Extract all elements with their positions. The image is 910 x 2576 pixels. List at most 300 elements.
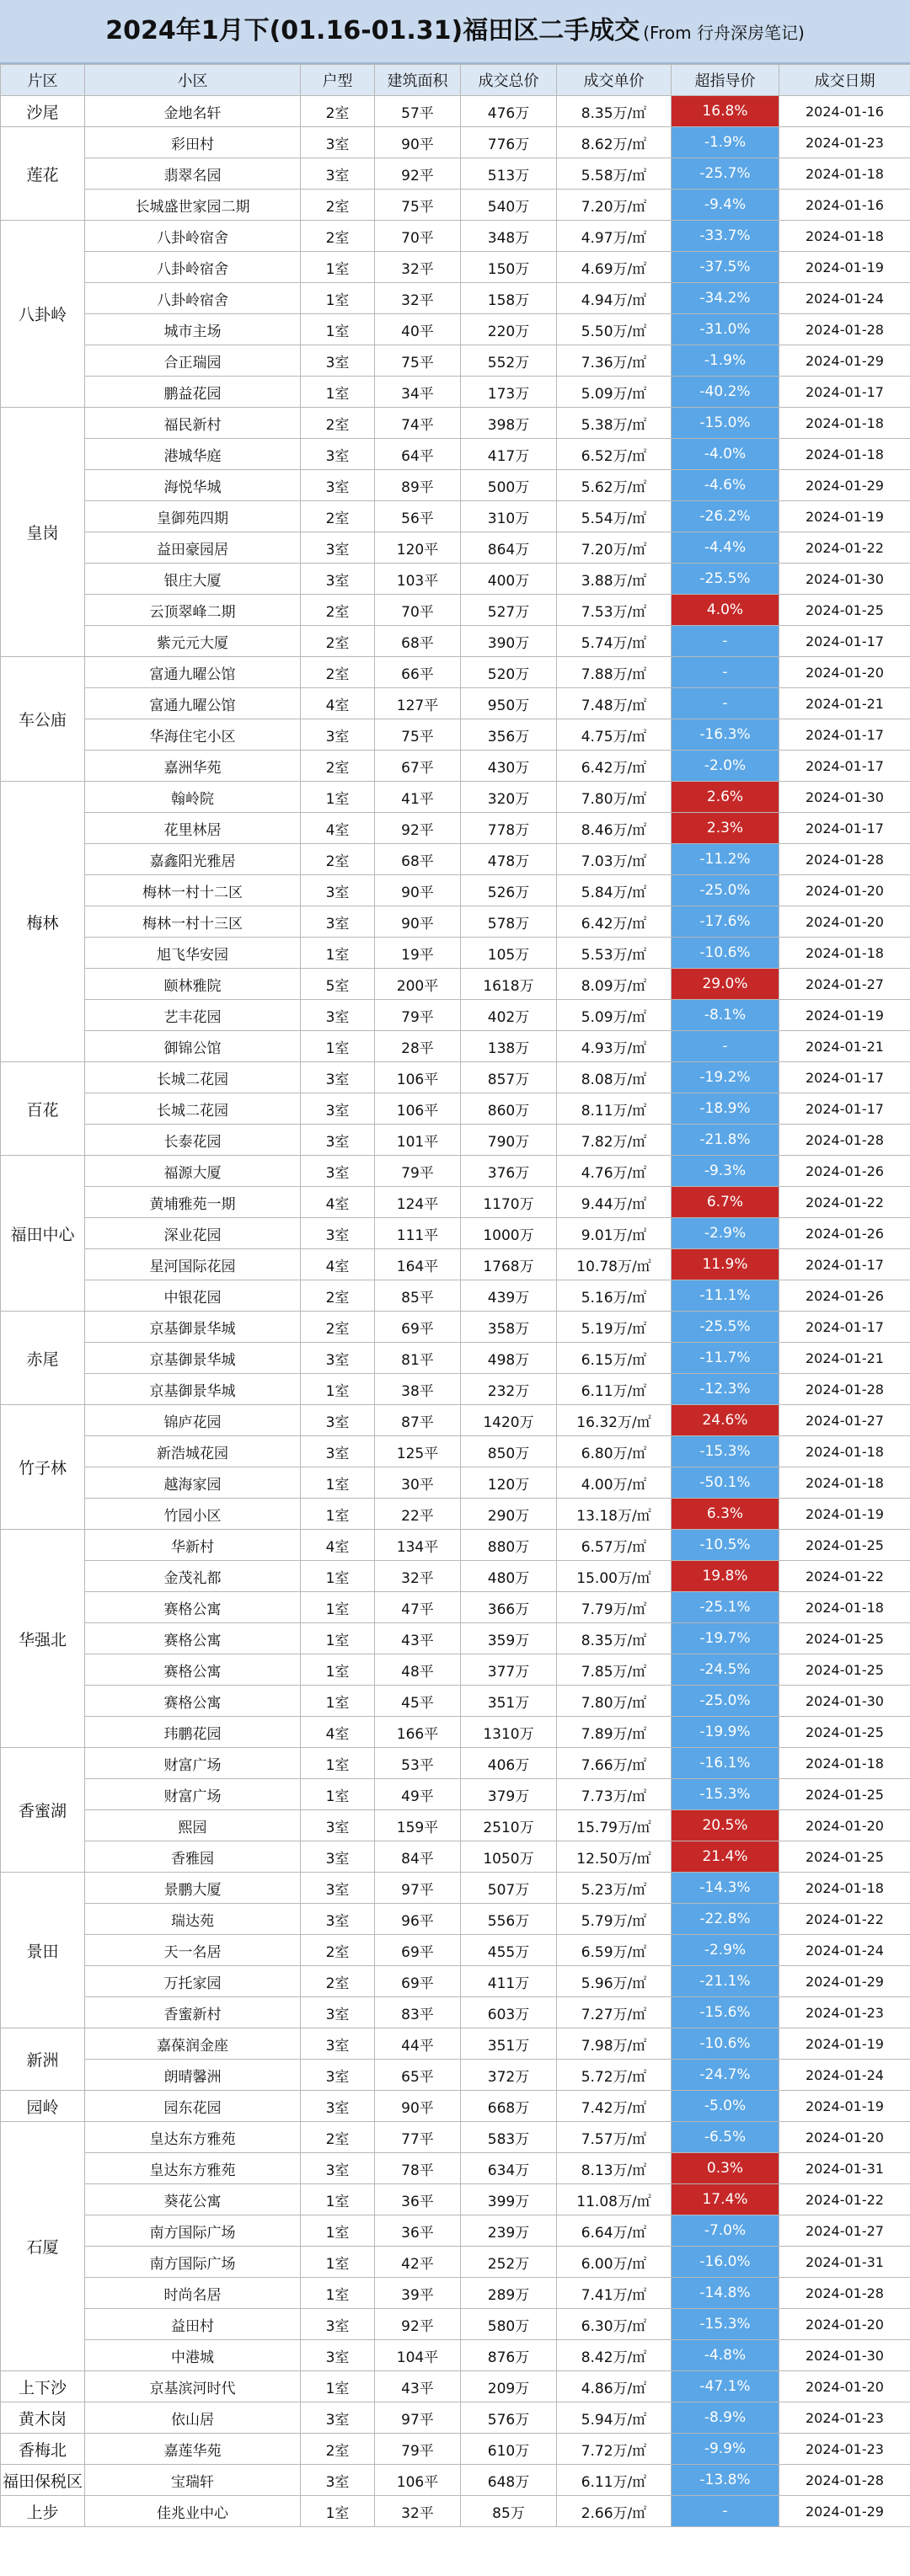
date-cell: 2024-01-20 bbox=[779, 2371, 910, 2402]
over-guide-cell: -14.3% bbox=[672, 1873, 779, 1904]
table-row bbox=[1, 1405, 910, 1436]
unit-price-cell: 7.88万/㎡ bbox=[557, 657, 672, 688]
community-cell: 星河国际花园 bbox=[85, 1249, 301, 1280]
layout-cell: 3室 bbox=[301, 1093, 375, 1125]
floor-area-cell: 67平 bbox=[375, 751, 461, 782]
date-cell: 2024-01-29 bbox=[779, 2496, 910, 2527]
layout-cell: 2室 bbox=[301, 2122, 375, 2153]
community-cell: 中港城 bbox=[85, 2340, 301, 2371]
date-cell: 2024-01-31 bbox=[779, 2247, 910, 2278]
floor-area-cell: 120平 bbox=[375, 532, 461, 564]
date-cell: 2024-01-27 bbox=[779, 2215, 910, 2247]
unit-price-cell: 7.72万/㎡ bbox=[557, 2434, 672, 2465]
total-price-cell: 377万 bbox=[461, 1654, 557, 1686]
floor-area-cell: 57平 bbox=[375, 96, 461, 127]
layout-cell: 3室 bbox=[301, 2465, 375, 2496]
community-cell: 皇达东方雅苑 bbox=[85, 2153, 301, 2184]
date-cell: 2024-01-25 bbox=[779, 1623, 910, 1654]
over-guide-cell: -33.7% bbox=[672, 221, 779, 252]
layout-cell: 1室 bbox=[301, 1561, 375, 1592]
community-cell: 彩田村 bbox=[85, 127, 301, 158]
floor-area-cell: 68平 bbox=[375, 844, 461, 875]
date-cell: 2024-01-22 bbox=[779, 1904, 910, 1935]
unit-price-cell: 7.73万/㎡ bbox=[557, 1779, 672, 1810]
over-guide-cell: -2.9% bbox=[672, 1935, 779, 1966]
community-cell: 香雅园 bbox=[85, 1841, 301, 1873]
community-cell: 旭飞华安园 bbox=[85, 938, 301, 969]
table-row bbox=[1, 532, 910, 564]
floor-area-cell: 48平 bbox=[375, 1654, 461, 1686]
floor-area-cell: 56平 bbox=[375, 501, 461, 532]
community-cell: 嘉莲华苑 bbox=[85, 2434, 301, 2465]
layout-cell: 2室 bbox=[301, 1935, 375, 1966]
unit-price-cell: 15.00万/㎡ bbox=[557, 1561, 672, 1592]
floor-area-cell: 166平 bbox=[375, 1717, 461, 1748]
table-row bbox=[1, 470, 910, 501]
date-cell: 2024-01-17 bbox=[779, 813, 910, 844]
community-cell: 长泰花园 bbox=[85, 1125, 301, 1156]
floor-area-cell: 28平 bbox=[375, 1031, 461, 1062]
unit-price-cell: 15.79万/㎡ bbox=[557, 1810, 672, 1841]
floor-area-cell: 32平 bbox=[375, 2496, 461, 2527]
area-cell: 景田 bbox=[1, 1873, 85, 2028]
total-price-cell: 402万 bbox=[461, 1000, 557, 1031]
over-guide-cell: 6.3% bbox=[672, 1499, 779, 1530]
table-row bbox=[1, 2184, 910, 2215]
over-guide-cell: -9.3% bbox=[672, 1156, 779, 1187]
total-price-cell: 480万 bbox=[461, 1561, 557, 1592]
layout-cell: 3室 bbox=[301, 1436, 375, 1467]
over-guide-cell: -13.8% bbox=[672, 2465, 779, 2496]
total-price-cell: 668万 bbox=[461, 2091, 557, 2122]
total-price-cell: 864万 bbox=[461, 532, 557, 564]
title-main: 2024年1月下(01.16-01.31)福田区二手成交 bbox=[105, 16, 640, 45]
table-row bbox=[1, 1218, 910, 1249]
table-row bbox=[1, 314, 910, 345]
over-guide-cell: -10.5% bbox=[672, 1530, 779, 1561]
over-guide-cell: -11.2% bbox=[672, 844, 779, 875]
unit-price-cell: 6.57万/㎡ bbox=[557, 1530, 672, 1561]
floor-area-cell: 106平 bbox=[375, 2465, 461, 2496]
date-cell: 2024-01-20 bbox=[779, 906, 910, 938]
table-body bbox=[1, 96, 910, 2527]
layout-cell: 2室 bbox=[301, 595, 375, 626]
table-row bbox=[1, 158, 910, 190]
date-cell: 2024-01-18 bbox=[779, 938, 910, 969]
total-price-cell: 252万 bbox=[461, 2247, 557, 2278]
floor-area-cell: 106平 bbox=[375, 1093, 461, 1125]
community-cell: 园东花园 bbox=[85, 2091, 301, 2122]
floor-area-cell: 87平 bbox=[375, 1405, 461, 1436]
table-row bbox=[1, 1499, 910, 1530]
total-price-cell: 232万 bbox=[461, 1374, 557, 1405]
over-guide-cell: -26.2% bbox=[672, 501, 779, 532]
layout-cell: 3室 bbox=[301, 1997, 375, 2028]
unit-price-cell: 4.97万/㎡ bbox=[557, 221, 672, 252]
floor-area-cell: 47平 bbox=[375, 1592, 461, 1623]
date-cell: 2024-01-25 bbox=[779, 1717, 910, 1748]
area-cell: 八卦岭 bbox=[1, 221, 85, 408]
community-cell: 嘉葆润金座 bbox=[85, 2028, 301, 2060]
table-row bbox=[1, 96, 910, 127]
total-price-cell: 1768万 bbox=[461, 1249, 557, 1280]
floor-area-cell: 92平 bbox=[375, 158, 461, 190]
area-cell: 莲花 bbox=[1, 127, 85, 221]
over-guide-cell: 17.4% bbox=[672, 2184, 779, 2215]
area-cell: 福田保税区 bbox=[1, 2465, 85, 2496]
community-cell: 时尚名居 bbox=[85, 2278, 301, 2309]
unit-price-cell: 8.11万/㎡ bbox=[557, 1093, 672, 1125]
total-price-cell: 2510万 bbox=[461, 1810, 557, 1841]
community-cell: 新浩城花园 bbox=[85, 1436, 301, 1467]
layout-cell: 2室 bbox=[301, 2434, 375, 2465]
layout-cell: 1室 bbox=[301, 2247, 375, 2278]
date-cell: 2024-01-28 bbox=[779, 314, 910, 345]
over-guide-cell: -10.6% bbox=[672, 2028, 779, 2060]
table-row bbox=[1, 1374, 910, 1405]
layout-cell: 3室 bbox=[301, 345, 375, 377]
floor-area-cell: 106平 bbox=[375, 1062, 461, 1093]
table-row bbox=[1, 439, 910, 470]
table-row bbox=[1, 875, 910, 906]
floor-area-cell: 30平 bbox=[375, 1467, 461, 1499]
community-cell: 财富广场 bbox=[85, 1748, 301, 1779]
unit-price-cell: 8.08万/㎡ bbox=[557, 1062, 672, 1093]
layout-cell: 5室 bbox=[301, 969, 375, 1000]
date-cell: 2024-01-27 bbox=[779, 969, 910, 1000]
area-cell: 新洲 bbox=[1, 2028, 85, 2091]
date-cell: 2024-01-19 bbox=[779, 2091, 910, 2122]
layout-cell: 1室 bbox=[301, 2215, 375, 2247]
floor-area-cell: 44平 bbox=[375, 2028, 461, 2060]
table-row bbox=[1, 1935, 910, 1966]
floor-area-cell: 75平 bbox=[375, 719, 461, 751]
date-cell: 2024-01-20 bbox=[779, 657, 910, 688]
unit-price-cell: 7.03万/㎡ bbox=[557, 844, 672, 875]
unit-price-cell: 16.32万/㎡ bbox=[557, 1405, 672, 1436]
date-cell: 2024-01-28 bbox=[779, 844, 910, 875]
floor-area-cell: 79平 bbox=[375, 1000, 461, 1031]
over-guide-cell: -40.2% bbox=[672, 377, 779, 408]
community-cell: 锦庐花园 bbox=[85, 1405, 301, 1436]
layout-cell: 3室 bbox=[301, 532, 375, 564]
community-cell: 金茂礼都 bbox=[85, 1561, 301, 1592]
layout-cell: 1室 bbox=[301, 2496, 375, 2527]
date-cell: 2024-01-29 bbox=[779, 470, 910, 501]
total-price-cell: 520万 bbox=[461, 657, 557, 688]
over-guide-cell: -9.4% bbox=[672, 190, 779, 221]
unit-price-cell: 4.94万/㎡ bbox=[557, 283, 672, 314]
floor-area-cell: 69平 bbox=[375, 1966, 461, 1997]
layout-cell: 4室 bbox=[301, 1249, 375, 1280]
unit-price-cell: 4.93万/㎡ bbox=[557, 1031, 672, 1062]
unit-price-cell: 5.79万/㎡ bbox=[557, 1904, 672, 1935]
unit-price-cell: 6.15万/㎡ bbox=[557, 1343, 672, 1374]
over-guide-cell: 29.0% bbox=[672, 969, 779, 1000]
community-cell: 富通九曜公馆 bbox=[85, 657, 301, 688]
unit-price-cell: 8.09万/㎡ bbox=[557, 969, 672, 1000]
unit-price-cell: 7.27万/㎡ bbox=[557, 1997, 672, 2028]
over-guide-cell: 2.3% bbox=[672, 813, 779, 844]
over-guide-cell: -15.3% bbox=[672, 2309, 779, 2340]
over-guide-cell: - bbox=[672, 626, 779, 657]
unit-price-cell: 11.08万/㎡ bbox=[557, 2184, 672, 2215]
layout-cell: 1室 bbox=[301, 1686, 375, 1717]
floor-area-cell: 70平 bbox=[375, 595, 461, 626]
date-cell: 2024-01-22 bbox=[779, 2184, 910, 2215]
over-guide-cell: -37.5% bbox=[672, 252, 779, 283]
date-cell: 2024-01-19 bbox=[779, 1000, 910, 1031]
layout-cell: 2室 bbox=[301, 657, 375, 688]
floor-area-cell: 92平 bbox=[375, 2309, 461, 2340]
area-cell: 皇岗 bbox=[1, 408, 85, 657]
transaction-table bbox=[0, 64, 910, 2527]
unit-price-cell: 6.42万/㎡ bbox=[557, 751, 672, 782]
header-floor-area: 建筑面积 bbox=[375, 65, 461, 96]
community-cell: 财富广场 bbox=[85, 1779, 301, 1810]
total-price-cell: 105万 bbox=[461, 938, 557, 969]
unit-price-cell: 5.50万/㎡ bbox=[557, 314, 672, 345]
community-cell: 益田村 bbox=[85, 2309, 301, 2340]
layout-cell: 3室 bbox=[301, 2402, 375, 2434]
date-cell: 2024-01-18 bbox=[779, 1748, 910, 1779]
floor-area-cell: 53平 bbox=[375, 1748, 461, 1779]
floor-area-cell: 104平 bbox=[375, 2340, 461, 2371]
over-guide-cell: 2.6% bbox=[672, 782, 779, 813]
over-guide-cell: -22.8% bbox=[672, 1904, 779, 1935]
floor-area-cell: 77平 bbox=[375, 2122, 461, 2153]
community-cell: 黄埔雅苑一期 bbox=[85, 1187, 301, 1218]
table-row bbox=[1, 1904, 910, 1935]
floor-area-cell: 159平 bbox=[375, 1810, 461, 1841]
community-cell: 熙园 bbox=[85, 1810, 301, 1841]
total-price-cell: 455万 bbox=[461, 1935, 557, 1966]
unit-price-cell: 6.64万/㎡ bbox=[557, 2215, 672, 2247]
layout-cell: 1室 bbox=[301, 1499, 375, 1530]
over-guide-cell: -19.7% bbox=[672, 1623, 779, 1654]
layout-cell: 3室 bbox=[301, 1873, 375, 1904]
total-price-cell: 857万 bbox=[461, 1062, 557, 1093]
unit-price-cell: 13.18万/㎡ bbox=[557, 1499, 672, 1530]
unit-price-cell: 5.09万/㎡ bbox=[557, 1000, 672, 1031]
total-price-cell: 290万 bbox=[461, 1499, 557, 1530]
community-cell: 皇御苑四期 bbox=[85, 501, 301, 532]
community-cell: 京基滨河时代 bbox=[85, 2371, 301, 2402]
unit-price-cell: 6.30万/㎡ bbox=[557, 2309, 672, 2340]
floor-area-cell: 42平 bbox=[375, 2247, 461, 2278]
table-row bbox=[1, 813, 910, 844]
total-price-cell: 778万 bbox=[461, 813, 557, 844]
unit-price-cell: 12.50万/㎡ bbox=[557, 1841, 672, 1873]
layout-cell: 2室 bbox=[301, 844, 375, 875]
date-cell: 2024-01-31 bbox=[779, 2153, 910, 2184]
date-cell: 2024-01-22 bbox=[779, 1187, 910, 1218]
table-row bbox=[1, 345, 910, 377]
floor-area-cell: 65平 bbox=[375, 2060, 461, 2091]
community-cell: 艺丰花园 bbox=[85, 1000, 301, 1031]
over-guide-cell: - bbox=[672, 2496, 779, 2527]
date-cell: 2024-01-23 bbox=[779, 2402, 910, 2434]
unit-price-cell: 9.01万/㎡ bbox=[557, 1218, 672, 1249]
table-row bbox=[1, 501, 910, 532]
layout-cell: 3室 bbox=[301, 127, 375, 158]
date-cell: 2024-01-30 bbox=[779, 782, 910, 813]
total-price-cell: 527万 bbox=[461, 595, 557, 626]
table-row bbox=[1, 2091, 910, 2122]
unit-price-cell: 5.19万/㎡ bbox=[557, 1312, 672, 1343]
over-guide-cell: -2.0% bbox=[672, 751, 779, 782]
header-community: 小区 bbox=[85, 65, 301, 96]
unit-price-cell: 5.58万/㎡ bbox=[557, 158, 672, 190]
community-cell: 嘉鑫阳光雅居 bbox=[85, 844, 301, 875]
floor-area-cell: 85平 bbox=[375, 1280, 461, 1312]
date-cell: 2024-01-17 bbox=[779, 1312, 910, 1343]
table-row bbox=[1, 221, 910, 252]
table-row bbox=[1, 1156, 910, 1187]
floor-area-cell: 89平 bbox=[375, 470, 461, 501]
over-guide-cell: -4.0% bbox=[672, 439, 779, 470]
date-cell: 2024-01-16 bbox=[779, 190, 910, 221]
over-guide-cell: -16.3% bbox=[672, 719, 779, 751]
unit-price-cell: 6.52万/㎡ bbox=[557, 439, 672, 470]
over-guide-cell: - bbox=[672, 657, 779, 688]
layout-cell: 3室 bbox=[301, 1156, 375, 1187]
unit-price-cell: 4.00万/㎡ bbox=[557, 1467, 672, 1499]
table-row bbox=[1, 190, 910, 221]
community-cell: 京基御景华城 bbox=[85, 1312, 301, 1343]
date-cell: 2024-01-17 bbox=[779, 1249, 910, 1280]
community-cell: 颐林雅院 bbox=[85, 969, 301, 1000]
over-guide-cell: -8.9% bbox=[672, 2402, 779, 2434]
table-row bbox=[1, 1748, 910, 1779]
over-guide-cell: -21.1% bbox=[672, 1966, 779, 1997]
layout-cell: 3室 bbox=[301, 1841, 375, 1873]
community-cell: 华新村 bbox=[85, 1530, 301, 1561]
unit-price-cell: 7.79万/㎡ bbox=[557, 1592, 672, 1623]
floor-area-cell: 22平 bbox=[375, 1499, 461, 1530]
layout-cell: 1室 bbox=[301, 1467, 375, 1499]
layout-cell: 3室 bbox=[301, 719, 375, 751]
total-price-cell: 876万 bbox=[461, 2340, 557, 2371]
over-guide-cell: 16.8% bbox=[672, 96, 779, 127]
table-row bbox=[1, 844, 910, 875]
community-cell: 长城二花园 bbox=[85, 1062, 301, 1093]
header-unit-price: 成交单价 bbox=[557, 65, 672, 96]
table-row bbox=[1, 1592, 910, 1623]
community-cell: 翡翠名园 bbox=[85, 158, 301, 190]
layout-cell: 1室 bbox=[301, 1592, 375, 1623]
date-cell: 2024-01-19 bbox=[779, 2028, 910, 2060]
community-cell: 八卦岭宿舍 bbox=[85, 283, 301, 314]
area-cell: 园岭 bbox=[1, 2091, 85, 2122]
unit-price-cell: 4.76万/㎡ bbox=[557, 1156, 672, 1187]
unit-price-cell: 9.44万/㎡ bbox=[557, 1187, 672, 1218]
community-cell: 海悦华城 bbox=[85, 470, 301, 501]
total-price-cell: 399万 bbox=[461, 2184, 557, 2215]
community-cell: 天一名居 bbox=[85, 1935, 301, 1966]
floor-area-cell: 200平 bbox=[375, 969, 461, 1000]
date-cell: 2024-01-26 bbox=[779, 1156, 910, 1187]
over-guide-cell: -11.7% bbox=[672, 1343, 779, 1374]
date-cell: 2024-01-20 bbox=[779, 875, 910, 906]
unit-price-cell: 5.54万/㎡ bbox=[557, 501, 672, 532]
date-cell: 2024-01-18 bbox=[779, 221, 910, 252]
table-row bbox=[1, 719, 910, 751]
date-cell: 2024-01-27 bbox=[779, 1405, 910, 1436]
community-cell: 玮鹏花园 bbox=[85, 1717, 301, 1748]
over-guide-cell: -31.0% bbox=[672, 314, 779, 345]
table-row bbox=[1, 1873, 910, 1904]
over-guide-cell: -4.4% bbox=[672, 532, 779, 564]
unit-price-cell: 5.62万/㎡ bbox=[557, 470, 672, 501]
table-row bbox=[1, 1343, 910, 1374]
total-price-cell: 358万 bbox=[461, 1312, 557, 1343]
total-price-cell: 556万 bbox=[461, 1904, 557, 1935]
over-guide-cell: -4.8% bbox=[672, 2340, 779, 2371]
unit-price-cell: 6.11万/㎡ bbox=[557, 1374, 672, 1405]
floor-area-cell: 39平 bbox=[375, 2278, 461, 2309]
table-row bbox=[1, 283, 910, 314]
table-row bbox=[1, 626, 910, 657]
over-guide-cell: 11.9% bbox=[672, 1249, 779, 1280]
table-row bbox=[1, 1031, 910, 1062]
layout-cell: 3室 bbox=[301, 1000, 375, 1031]
layout-cell: 3室 bbox=[301, 2309, 375, 2340]
floor-area-cell: 90平 bbox=[375, 127, 461, 158]
total-price-cell: 411万 bbox=[461, 1966, 557, 1997]
table-row bbox=[1, 2465, 910, 2496]
date-cell: 2024-01-19 bbox=[779, 1499, 910, 1530]
total-price-cell: 576万 bbox=[461, 2402, 557, 2434]
community-cell: 华海住宅小区 bbox=[85, 719, 301, 751]
unit-price-cell: 5.38万/㎡ bbox=[557, 408, 672, 439]
area-cell: 黄木岗 bbox=[1, 2402, 85, 2434]
table-row bbox=[1, 1249, 910, 1280]
community-cell: 长城盛世家园二期 bbox=[85, 190, 301, 221]
table-row bbox=[1, 595, 910, 626]
layout-cell: 1室 bbox=[301, 1031, 375, 1062]
floor-area-cell: 96平 bbox=[375, 1904, 461, 1935]
over-guide-cell: -1.9% bbox=[672, 345, 779, 377]
unit-price-cell: 6.11万/㎡ bbox=[557, 2465, 672, 2496]
table-row bbox=[1, 782, 910, 813]
total-price-cell: 310万 bbox=[461, 501, 557, 532]
table-row bbox=[1, 1312, 910, 1343]
unit-price-cell: 5.09万/㎡ bbox=[557, 377, 672, 408]
over-guide-cell: -10.6% bbox=[672, 938, 779, 969]
unit-price-cell: 5.16万/㎡ bbox=[557, 1280, 672, 1312]
unit-price-cell: 4.86万/㎡ bbox=[557, 2371, 672, 2402]
over-guide-cell: -50.1% bbox=[672, 1467, 779, 1499]
layout-cell: 1室 bbox=[301, 2278, 375, 2309]
date-cell: 2024-01-23 bbox=[779, 127, 910, 158]
table-row bbox=[1, 377, 910, 408]
floor-area-cell: 19平 bbox=[375, 938, 461, 969]
layout-cell: 3室 bbox=[301, 1405, 375, 1436]
community-cell: 赛格公寓 bbox=[85, 1654, 301, 1686]
area-cell: 百花 bbox=[1, 1062, 85, 1156]
layout-cell: 3室 bbox=[301, 1904, 375, 1935]
community-cell: 梅林一村十三区 bbox=[85, 906, 301, 938]
total-price-cell: 158万 bbox=[461, 283, 557, 314]
total-price-cell: 320万 bbox=[461, 782, 557, 813]
floor-area-cell: 69平 bbox=[375, 1935, 461, 1966]
date-cell: 2024-01-21 bbox=[779, 688, 910, 719]
unit-price-cell: 5.96万/㎡ bbox=[557, 1966, 672, 1997]
area-cell: 香梅北 bbox=[1, 2434, 85, 2465]
total-price-cell: 603万 bbox=[461, 1997, 557, 2028]
unit-price-cell: 8.46万/㎡ bbox=[557, 813, 672, 844]
